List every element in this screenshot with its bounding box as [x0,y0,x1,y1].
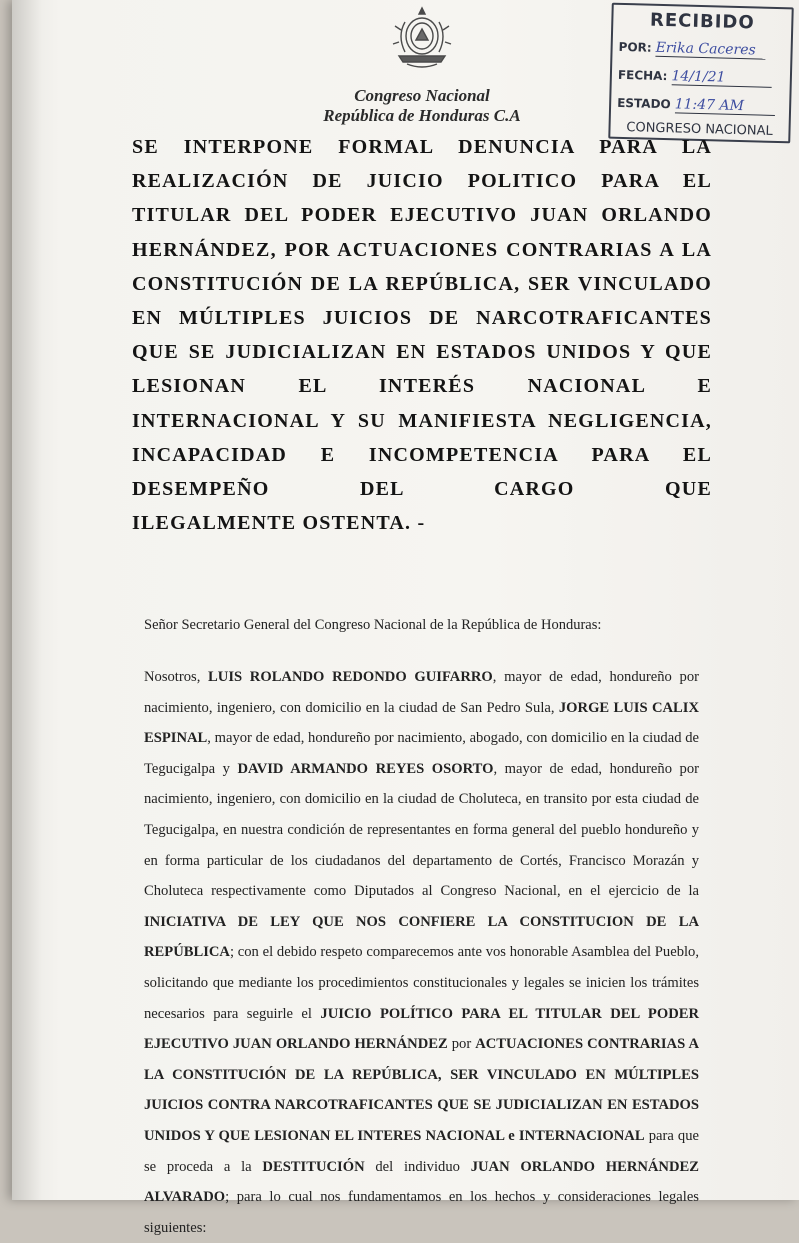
stamp-footer: CONGRESO NACIONAL [626,120,773,139]
stamp-fecha-row [618,67,772,88]
stamp-title: RECIBIDO [649,9,755,34]
org-name: Congreso Nacional [354,86,490,105]
org-country: República de Honduras C.A [323,106,521,125]
stamp-estado-row [617,95,775,116]
document-title [132,130,712,540]
accused-name: JUAN ORLANDO HERNÁNDEZ ALVARADO [144,1158,699,1206]
stamp-por-label: POR: [618,39,652,55]
title-text: SE INTERPONE FORMAL DENUNCIA PARA LA REALIZACIÓN DE JUICIO POLITICO PARA EL TITULAR DEL PODER EJECUTIVO JUAN ORLANDO HERNÁNDEZ, POR ACTUACIONES CONTRARIAS A LA CONSTITUCIÓN DE LA REPÚBLICA, SER VINCULADO EN MÚLTIPLES JUICIOS DE NARCOTRAFICANTES QUE SE JUDICIALIZAN EN ESTADOS UNIDOS Y QUE LESIONAN EL INTERÉS NACIONAL E INTERNACIONAL Y SU MANIFIESTA NEGLIGENCIA, INCAPACIDAD E INCOMPETENCIA PARA EL DESEMPEÑO DEL CARGO QUE [132,136,712,501]
body-text-6: por [447,1036,476,1053]
stamp-fecha-label: FECHA: [617,67,668,84]
page-shadow [12,0,42,1200]
body-text-7: para que se proceda a la [144,1127,699,1175]
stamp-por-value: Erika Caceres [655,40,765,60]
stamp-estado-value: 11:47 AM [674,96,774,116]
title-last-line: ILEGALMENTE OSTENTA. - [132,512,426,535]
political-trial: JUICIO POLÍTICO PARA EL TITULAR DEL PODER EJECUTIVO JUAN ORLANDO HERNÁNDEZ [144,1005,699,1053]
body-paragraph [144,662,699,1243]
law-initiative: INICIATIVA DE LEY QUE NOS CONFIERE LA CONSTITUCION DE LA REPÚBLICA [144,913,699,961]
deputy-name-2: JORGE LUIS CALIX ESPINAL [144,699,699,747]
body-text-8: del individuo [364,1158,471,1175]
deputy-name-3: DAVID ARMANDO REYES OSORTO [237,760,494,777]
salutation: Señor Secretario General del Congreso Nacional de la República de Honduras: [144,617,602,633]
stamp-por-row [618,39,765,60]
stamp-fecha-value: 14/1/21 [671,68,771,88]
body-text-3: , mayor de edad, hondureño por nacimiento, abogado, con domicilio en la ciudad de Tegucigalpa y [144,730,699,777]
body-text-2: , mayor de edad, hondureño por nacimiento, ingeniero, con domicilio en la ciudad de San Pedro Sula, [144,669,700,716]
honduras-coat-of-arms-icon [387,2,457,74]
document-page [12,0,799,1236]
stamp-estado-label: ESTADO [617,95,671,112]
body-text-1: Nosotros, [144,669,209,685]
body-text-9: ; para lo cual nos fundamentamos en los hechos y consideraciones legales siguientes: [144,1189,699,1236]
dismissal: DESTITUCIÓN [262,1158,365,1175]
body-text-5: ; con el debido respeto comparecemos ante vos honorable Asamblea del Pueblo, solicitando que mediante los procedimientos constitucionales y legales se inicien los trámites necesarios para seguirle el [144,944,699,1022]
received-stamp [608,3,793,144]
body-text-4: , mayor de edad, hondureño por nacimiento, ingeniero, con domicilio en la ciudad de Choluteca, en transito por esta ciudad de Tegucigalpa, en nuestra condición de representantes en forma general del pueblo hondureño y en forma particular de los ciudadanos del departamento de Cortés, Francisco Morazán y Choluteca respectivamente como Diputados al Congreso Nacional, en el ejercicio de la [144,760,700,900]
charges: ACTUACIONES CONTRARIAS A LA CONSTITUCIÓN DE LA REPÚBLICA, SER VINCULADO EN MÚLTIPLES JUICIOS CONTRA NARCOTRAFICANTES QUE SE JUDICIALIZAN EN ESTADOS UNIDOS Y QUE LESIONAN EL INTERES NACIONAL e INTERNACIONAL [144,1036,699,1144]
deputy-name-1: LUIS ROLANDO REDONDO GUIFARRO [208,669,493,685]
